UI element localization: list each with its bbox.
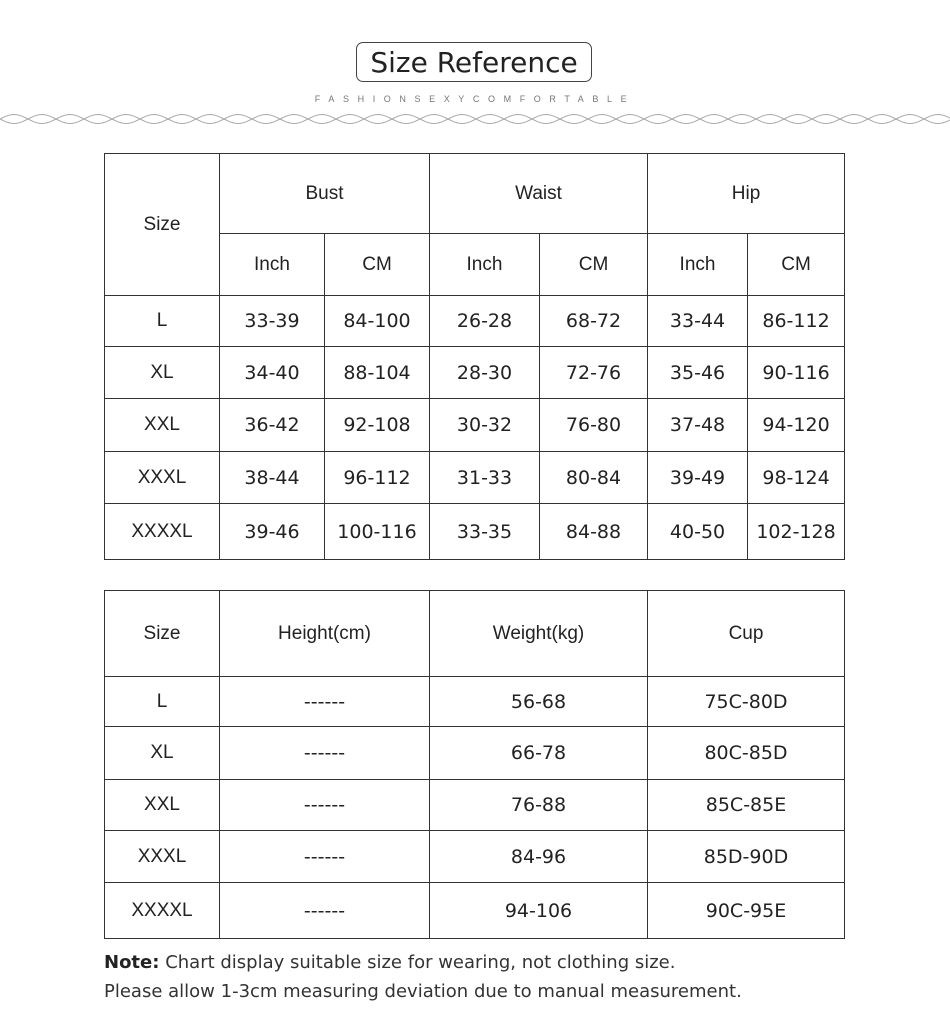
value-cell: 35-46 [648,347,748,399]
value-cell: 37-48 [648,399,748,452]
table-row [105,677,845,727]
value-cell: 30-32 [430,399,540,452]
value-cell: 33-35 [430,504,540,560]
size-cell: XL [105,727,220,780]
value-cell: 39-46 [220,504,325,560]
table-row [105,831,845,883]
weight-cell: 94-106 [430,883,648,939]
height-cell: ------ [220,727,430,780]
table-row [105,504,845,560]
table-row [105,452,845,504]
table-row [105,347,845,399]
height-cell: ------ [220,883,430,939]
page-title-text: Size Reference [370,45,578,79]
wave-divider [0,110,950,128]
height-cell: ------ [220,831,430,883]
fit-table [104,590,845,939]
value-cell: 84-100 [325,296,430,347]
cup-header: Cup [648,591,845,677]
value-cell: 36-42 [220,399,325,452]
size-cell: XL [105,347,220,399]
weight-cell: 76-88 [430,780,648,831]
cup-cell: 90C-95E [648,883,845,939]
height-cell: ------ [220,677,430,727]
note-line-2: Please allow 1-3cm measuring deviation due to manual measurement. [104,981,742,1002]
value-cell: 40-50 [648,504,748,560]
page-title [356,42,592,82]
unit-header: Inch [430,234,540,296]
value-cell: 102-128 [748,504,845,560]
weight-cell: 84-96 [430,831,648,883]
value-cell: 92-108 [325,399,430,452]
table-row [105,780,845,831]
cup-cell: 75C-80D [648,677,845,727]
cup-cell: 85D-90D [648,831,845,883]
table-row [105,296,845,347]
value-cell: 68-72 [540,296,648,347]
value-cell: 80-84 [540,452,648,504]
size-header: Size [105,154,220,296]
value-cell: 26-28 [430,296,540,347]
value-cell: 84-88 [540,504,648,560]
value-cell: 96-112 [325,452,430,504]
brand-tagline: FASHIONSEXYCOMFORTABLE [314,94,636,104]
value-cell: 33-39 [220,296,325,347]
size-cell: XXXL [105,452,220,504]
table-row [105,727,845,780]
note-text-1: Chart display suitable size for wearing, not clothing size. [165,952,676,973]
value-cell: 28-30 [430,347,540,399]
value-cell: 76-80 [540,399,648,452]
cup-cell: 85C-85E [648,780,845,831]
value-cell: 72-76 [540,347,648,399]
unit-header: CM [748,234,845,296]
value-cell: 33-44 [648,296,748,347]
value-cell: 31-33 [430,452,540,504]
size-cell: XXXXL [105,883,220,939]
unit-header: Inch [648,234,748,296]
height-cell: ------ [220,780,430,831]
value-cell: 39-49 [648,452,748,504]
weight-header: Weight(kg) [430,591,648,677]
note-line-1 [104,948,742,977]
size-cell: L [105,677,220,727]
cup-cell: 80C-85D [648,727,845,780]
table-row [105,399,845,452]
value-cell: 94-120 [748,399,845,452]
value-cell: 98-124 [748,452,845,504]
hip-header: Hip [648,154,845,234]
unit-header: CM [540,234,648,296]
note [104,948,742,1006]
value-cell: 86-112 [748,296,845,347]
size-cell: L [105,296,220,347]
unit-header: CM [325,234,430,296]
value-cell: 100-116 [325,504,430,560]
size-cell: XXL [105,399,220,452]
measurement-table [104,153,845,560]
height-header: Height(cm) [220,591,430,677]
value-cell: 34-40 [220,347,325,399]
size-cell: XXL [105,780,220,831]
value-cell: 90-116 [748,347,845,399]
table-row [105,883,845,939]
weight-cell: 66-78 [430,727,648,780]
size-cell: XXXL [105,831,220,883]
size-header: Size [105,591,220,677]
unit-header: Inch [220,234,325,296]
waist-header: Waist [430,154,648,234]
size-cell: XXXXL [105,504,220,560]
weight-cell: 56-68 [430,677,648,727]
bust-header: Bust [220,154,430,234]
note-label: Note: [104,952,160,973]
value-cell: 38-44 [220,452,325,504]
value-cell: 88-104 [325,347,430,399]
